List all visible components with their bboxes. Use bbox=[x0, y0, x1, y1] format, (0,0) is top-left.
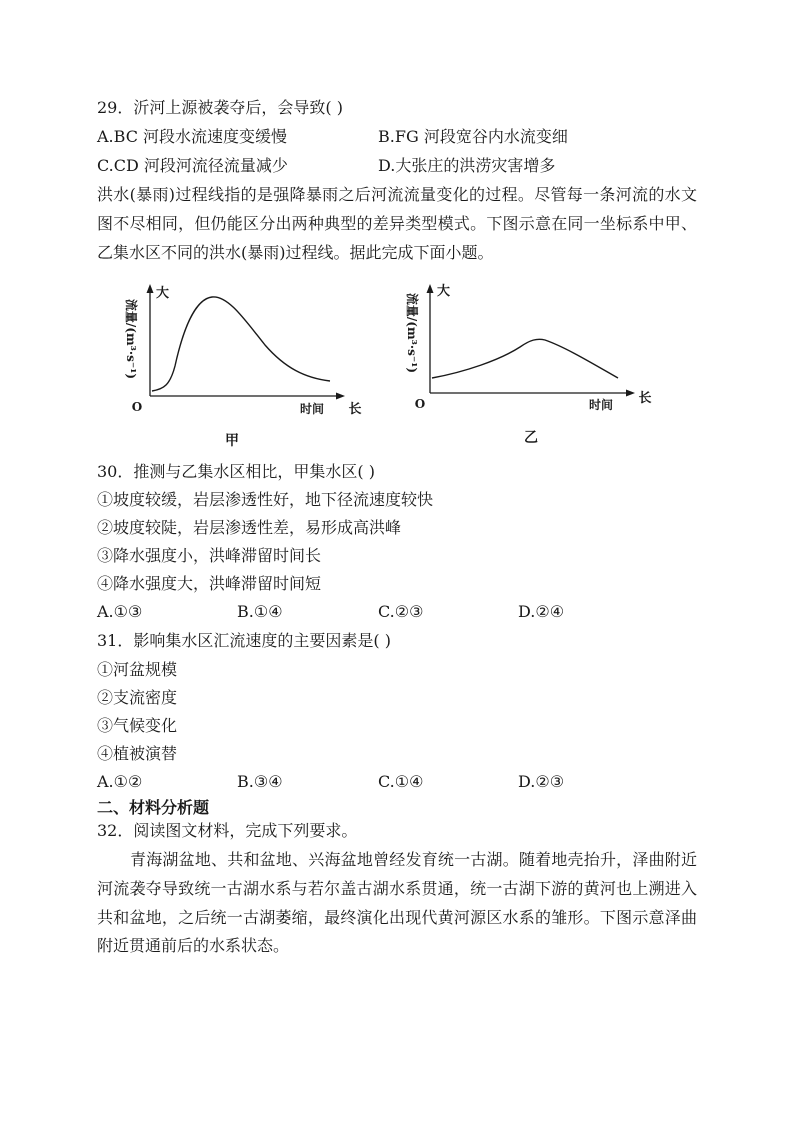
figure-yi-x-end-label: 长 bbox=[638, 391, 652, 406]
figure-yi-x-arrow bbox=[626, 390, 635, 397]
figure-jia-x-end-label: 长 bbox=[348, 402, 362, 417]
figure-yi-curve bbox=[432, 339, 618, 378]
q30-option-d: D.②④ bbox=[518, 602, 565, 621]
q32-material-line-1: 青海湖盆地、共和盆地、兴海盆地曾经发育统一古湖。随着地壳抬升，泽曲附近 bbox=[130, 850, 697, 869]
q30-statement-2: ②坡度较陡，岩层渗透性差，易形成高洪峰 bbox=[97, 518, 402, 537]
q31-statement-4: ④植被演替 bbox=[97, 744, 178, 763]
passage-line-3: 乙集水区不同的洪水(暴雨)过程线。据此完成下面小题。 bbox=[97, 243, 494, 262]
q30-statement-3: ③降水强度小，洪峰滞留时间长 bbox=[97, 546, 322, 565]
passage-line-1: 洪水(暴雨)过程线指的是强降暴雨之后河流流量变化的过程。尽管每一条河流的水文 bbox=[97, 185, 697, 204]
q29-option-c: C.CD 河段河流径流量减少 bbox=[97, 156, 288, 175]
q31-statement-1: ①河盆规模 bbox=[97, 660, 178, 679]
figure-jia-y-arrow bbox=[147, 284, 154, 293]
figure-yi bbox=[405, 283, 652, 446]
hydrograph-figures bbox=[0, 270, 800, 460]
figure-jia-x-arrow bbox=[336, 393, 345, 400]
q32-material-line-3: 共和盆地，之后统一古湖萎缩，最终演化出现代黄河源区水系的雏形。下图示意泽曲 bbox=[97, 908, 697, 927]
figure-yi-y-end-label: 大 bbox=[437, 284, 451, 299]
section-heading: 二、材料分析题 bbox=[97, 798, 210, 817]
q29-stem: 29．沂河上源被袭夺后，会导致( ) bbox=[97, 98, 343, 117]
figure-yi-caption: 乙 bbox=[524, 430, 538, 446]
q30-statement-1: ①坡度较缓，岩层渗透性好，地下径流速度较快 bbox=[97, 490, 434, 509]
q29-option-b: B.FG 河段宽谷内水流变细 bbox=[378, 127, 568, 146]
figure-jia-curve bbox=[152, 297, 330, 391]
q30-stem: 30．推测与乙集水区相比，甲集水区( ) bbox=[97, 462, 375, 481]
q31-statement-3: ③气候变化 bbox=[97, 716, 178, 735]
q31-option-c: C.①④ bbox=[378, 772, 424, 791]
q30-option-b: B.①④ bbox=[237, 602, 283, 621]
q30-option-a: A.①③ bbox=[97, 602, 143, 621]
q31-option-a: A.①② bbox=[97, 772, 143, 791]
figure-jia-y-label: 流量/(m³·s⁻¹) bbox=[124, 298, 138, 380]
q31-statement-2: ②支流密度 bbox=[97, 688, 178, 707]
q32-material-line-2: 河流袭夺导致统一古湖水系与若尔盖古湖水系贯通，统一古湖下游的黄河也上溯进入 bbox=[97, 879, 697, 898]
q29-option-d: D.大张庄的洪涝灾害增多 bbox=[378, 156, 556, 175]
q31-option-d: D.②③ bbox=[518, 772, 565, 791]
passage-line-2: 图不尽相同，但仍能区分出两种典型的差异类型模式。下图示意在同一坐标系中甲、 bbox=[97, 214, 697, 233]
q29-option-a: A.BC 河段水流速度变缓慢 bbox=[97, 127, 288, 146]
figure-jia-caption: 甲 bbox=[225, 433, 239, 449]
q32-stem: 32．阅读图文材料，完成下列要求。 bbox=[97, 821, 358, 840]
q31-stem: 31．影响集水区汇流速度的主要因素是( ) bbox=[97, 631, 391, 650]
figure-yi-y-arrow bbox=[427, 284, 434, 293]
figure-yi-y-label: 流量/(m³·s⁻¹) bbox=[405, 292, 419, 374]
figure-yi-x-label: 时间 bbox=[588, 398, 614, 412]
q32-material-line-4: 附近贯通前后的水系状态。 bbox=[97, 936, 290, 955]
figure-yi-origin: O bbox=[414, 397, 426, 411]
q30-option-c: C.②③ bbox=[378, 602, 424, 621]
q30-statement-4: ④降水强度大，洪峰滞留时间短 bbox=[97, 574, 322, 593]
figure-jia bbox=[124, 284, 362, 449]
q31-option-b: B.③④ bbox=[237, 772, 283, 791]
figure-jia-x-label: 时间 bbox=[299, 402, 325, 416]
figure-jia-y-end-label: 大 bbox=[156, 286, 170, 301]
figure-jia-origin: O bbox=[131, 400, 143, 414]
